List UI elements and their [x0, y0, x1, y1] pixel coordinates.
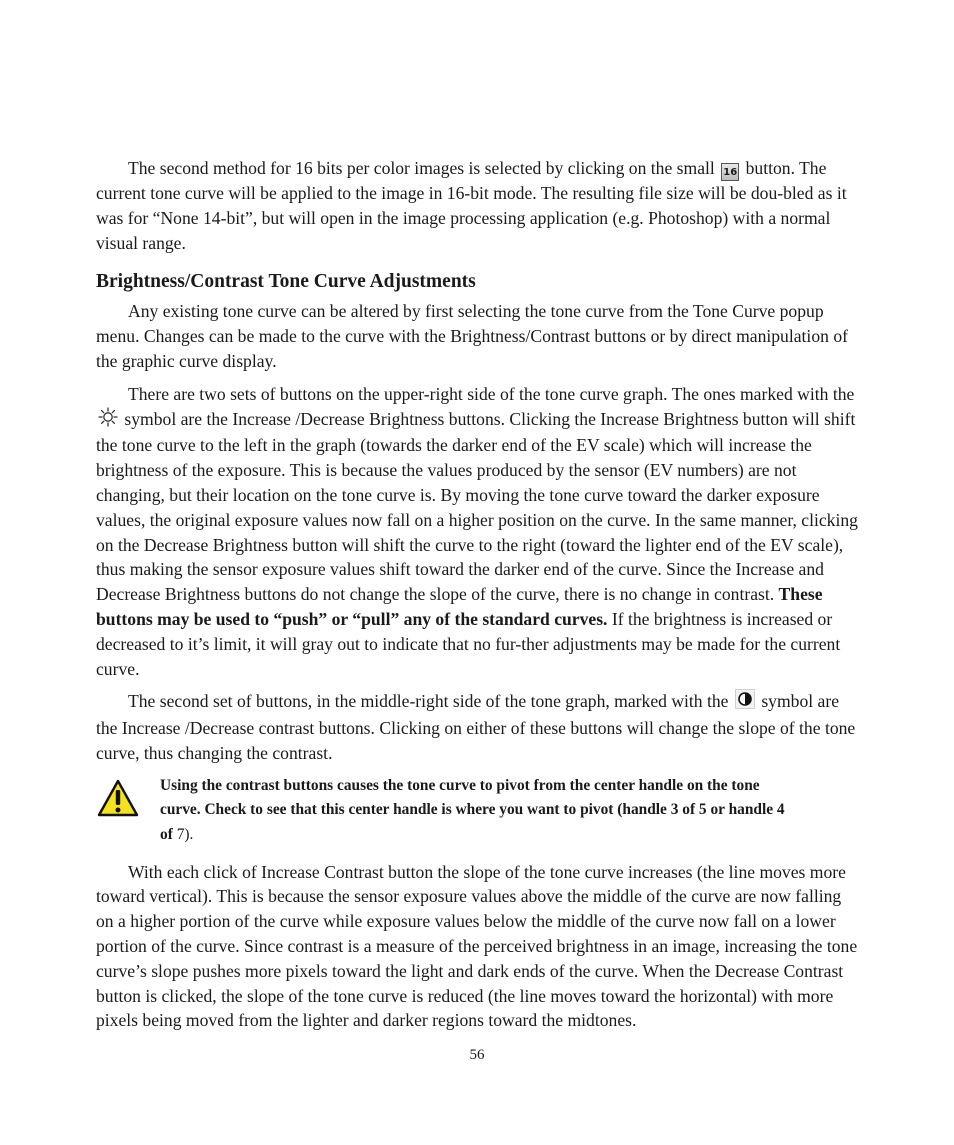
para3-text-middle: symbol are the Increase /Decrease Brightness buttons. Clicking the Increase Brightness button will shift the tone curve to the left in the graph (towards the darker end of the EV scale) which will increase the brightness of the exposure. This is because the values produced by the sensor (EV numbers) are not changing, but their location on the tone curve is. By moving the tone curve toward the darker exposure values, the original exposure values now fall on a higher position on the curve. In the same manner, clicking on the Decrease Brightness button will shift the curve to the right (toward the lighter end of the EV scale), thus making the sensor exposure values shift toward the darker end of the curve. Since the Increase and Decrease Brightness buttons do not change the slope of the curve, there is no change in contrast. — [96, 408, 858, 605]
para3-text-end: If the brightness is increased or decreased to it’s limit, it will gray out to indicate that no fur-ther adjustments may be made for the current curve. — [96, 608, 841, 679]
para4-text-end: symbol are the Increase /Decrease contrast buttons. Clicking on either of these buttons will change the slope of the tone curve, thus changing the contrast. — [96, 691, 856, 763]
para1-text-end: button. The current tone curve will be applied to the image in 16-bit mode. The resulting file size will be dou-bled as it was for “None 14-bit”, but will open in the image processing application (e.g. Photoshop) with a normal visual range. — [96, 158, 847, 253]
para4-text-start: The second set of buttons, in the middle-right side of the tone graph, marked with the — [128, 691, 729, 712]
paragraph-brightness-buttons — [96, 382, 860, 682]
16-bit-button-icon: 16 — [721, 163, 739, 181]
contrast-half-circle-icon — [735, 689, 755, 716]
warning-tail-text: 7). — [176, 825, 194, 843]
warning-triangle-icon — [96, 778, 140, 823]
sun-brightness-icon — [98, 407, 118, 434]
para3-text-start: There are two sets of buttons on the upper-right side of the tone curve graph. The ones marked with the — [128, 383, 855, 404]
push-pull-bold-text: These buttons may be used to “push” or “pull” any of the standard curves. — [96, 584, 823, 629]
paragraph-tone-curve-intro: Any existing tone curve can be altered by first selecting the tone curve from the Tone Curve popup menu. Changes can be made to the curve with the Brightness/Contrast buttons or by direct manipulation of the graphic curve display. — [96, 301, 848, 371]
warning-text — [160, 774, 788, 848]
section-heading: Brightness/Contrast Tone Curve Adjustments — [96, 271, 476, 293]
paragraph-contrast-buttons — [96, 689, 860, 765]
warning-note — [96, 774, 860, 848]
paragraph-16-bit-method — [96, 156, 860, 255]
paragraph-contrast-effects: With each click of Increase Contrast button the slope of the tone curve increases (the line moves more toward vertical). This is because the sensor exposure values above the middle of the curve are now falling on a higher portion of the curve while exposure values below the middle of the curve now fall on a lower portion of the curve. Since contrast is a measure of the perceived brightness in an image, increasing the tone curve’s slope pushes more pixels toward the light and dark ends of the curve. When the Decrease Contrast button is clicked, the slope of the tone curve is reduced (the line moves toward the horizontal) with more pixels being moved from the lighter and darker regions toward the midtones. — [96, 861, 858, 1031]
page-number: 56 — [469, 1047, 485, 1063]
para1-text-start: The second method for 16 bits per color images is selected by clicking on the small — [128, 158, 715, 178]
warning-bold-text: Using the contrast buttons causes the tone curve to pivot from the center handle on the tone curve. Check to see that this center handle is where you want to pivot (handle 3 of 5 or handle 4 of — [160, 776, 785, 843]
page-content — [96, 156, 860, 1041]
